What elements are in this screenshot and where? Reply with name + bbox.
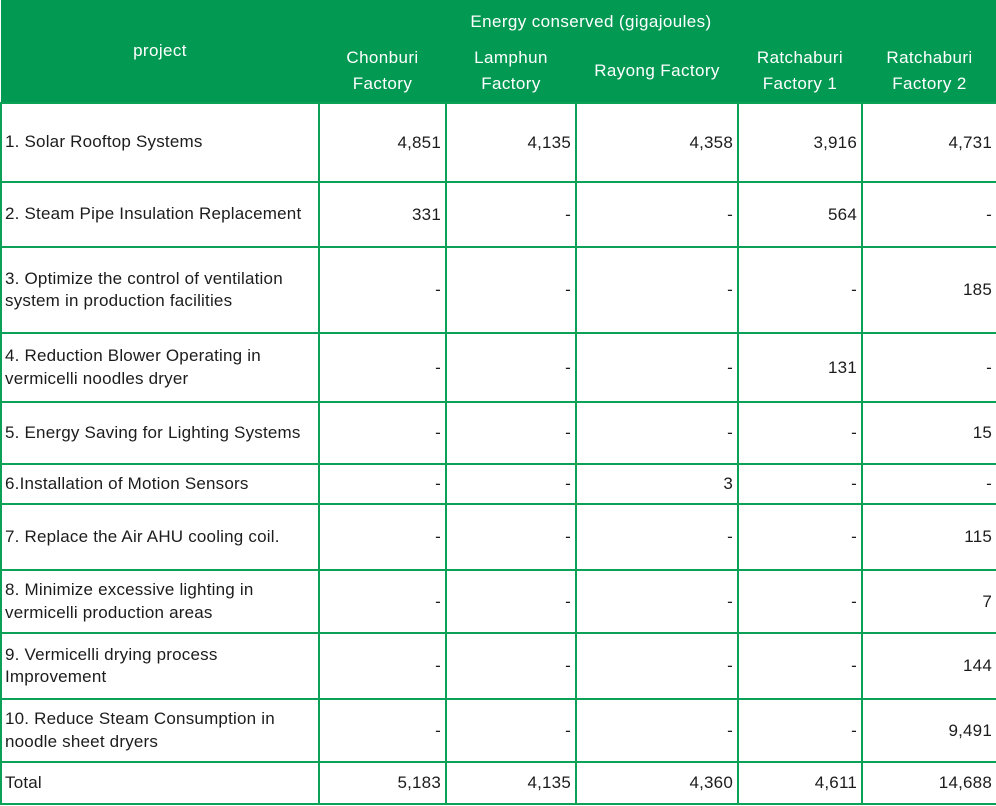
value-cell: - — [576, 247, 738, 333]
column-header-chonburi: Chonburi Factory — [319, 40, 446, 103]
value-cell: 144 — [862, 633, 996, 699]
project-cell: 3. Optimize the control of ventilation system in production facilities — [1, 247, 319, 333]
value-cell: - — [576, 699, 738, 762]
table-row — [1, 504, 996, 570]
value-cell: - — [446, 504, 576, 570]
value-cell: - — [576, 182, 738, 247]
total-label: Total — [1, 762, 319, 804]
total-value-cell: 4,360 — [576, 762, 738, 804]
project-cell: 1. Solar Rooftop Systems — [1, 103, 319, 182]
value-cell: - — [319, 570, 446, 633]
value-cell: - — [446, 182, 576, 247]
value-cell: - — [319, 464, 446, 504]
value-cell: - — [446, 333, 576, 402]
value-cell: - — [446, 633, 576, 699]
table-body — [1, 103, 996, 762]
table-row — [1, 464, 996, 504]
value-cell: - — [862, 333, 996, 402]
table-row — [1, 247, 996, 333]
table-row — [1, 182, 996, 247]
table-row — [1, 633, 996, 699]
value-cell: 7 — [862, 570, 996, 633]
table-row — [1, 333, 996, 402]
value-cell: 4,731 — [862, 103, 996, 182]
value-cell: - — [738, 247, 862, 333]
table-footer — [1, 762, 996, 804]
table-row — [1, 402, 996, 464]
project-cell: 5. Energy Saving for Lighting Systems — [1, 402, 319, 464]
value-cell: 4,358 — [576, 103, 738, 182]
table-title: Energy conserved (gigajoules) — [319, 0, 996, 40]
value-cell: - — [319, 402, 446, 464]
column-header-ratchaburi-2: Ratchaburi Factory 2 — [862, 40, 996, 103]
value-cell: - — [576, 504, 738, 570]
value-cell: - — [319, 333, 446, 402]
column-header-ratchaburi-1: Ratchaburi Factory 1 — [738, 40, 862, 103]
value-cell: - — [738, 464, 862, 504]
value-cell: 131 — [738, 333, 862, 402]
value-cell: - — [738, 504, 862, 570]
value-cell: 4,851 — [319, 103, 446, 182]
value-cell: 115 — [862, 504, 996, 570]
value-cell: - — [319, 247, 446, 333]
value-cell: 9,491 — [862, 699, 996, 762]
value-cell: 3,916 — [738, 103, 862, 182]
project-cell: 4. Reduction Blower Operating in vermicelli noodles dryer — [1, 333, 319, 402]
project-cell: 6.Installation of Motion Sensors — [1, 464, 319, 504]
value-cell: - — [576, 402, 738, 464]
value-cell: - — [738, 633, 862, 699]
value-cell: 564 — [738, 182, 862, 247]
table-row — [1, 699, 996, 762]
value-cell: - — [446, 699, 576, 762]
value-cell: 331 — [319, 182, 446, 247]
project-cell: 8. Minimize excessive lighting in vermicelli production areas — [1, 570, 319, 633]
total-row — [1, 762, 996, 804]
value-cell: - — [576, 633, 738, 699]
value-cell: - — [319, 699, 446, 762]
total-value-cell: 4,135 — [446, 762, 576, 804]
value-cell: - — [446, 247, 576, 333]
table-row — [1, 570, 996, 633]
value-cell: - — [446, 464, 576, 504]
project-column-header: project — [1, 0, 319, 103]
value-cell: - — [738, 402, 862, 464]
value-cell: - — [862, 182, 996, 247]
total-value-cell: 4,611 — [738, 762, 862, 804]
value-cell: 15 — [862, 402, 996, 464]
value-cell: - — [576, 333, 738, 402]
value-cell: - — [738, 699, 862, 762]
value-cell: - — [576, 570, 738, 633]
value-cell: 4,135 — [446, 103, 576, 182]
project-cell: 10. Reduce Steam Consumption in noodle sheet dryers — [1, 699, 319, 762]
project-cell: 2. Steam Pipe Insulation Replacement — [1, 182, 319, 247]
value-cell: - — [319, 504, 446, 570]
value-cell: - — [738, 570, 862, 633]
value-cell: - — [862, 464, 996, 504]
project-cell: 9. Vermicelli drying process Improvement — [1, 633, 319, 699]
column-header-rayong: Rayong Factory — [576, 40, 738, 103]
table-header — [1, 0, 996, 103]
value-cell: - — [446, 570, 576, 633]
total-value-cell: 5,183 — [319, 762, 446, 804]
value-cell: - — [446, 402, 576, 464]
table-row — [1, 103, 996, 182]
value-cell: 185 — [862, 247, 996, 333]
value-cell: - — [319, 633, 446, 699]
column-header-lamphun: Lamphun Factory — [446, 40, 576, 103]
project-cell: 7. Replace the Air AHU cooling coil. — [1, 504, 319, 570]
value-cell: 3 — [576, 464, 738, 504]
total-value-cell: 14,688 — [862, 762, 996, 804]
